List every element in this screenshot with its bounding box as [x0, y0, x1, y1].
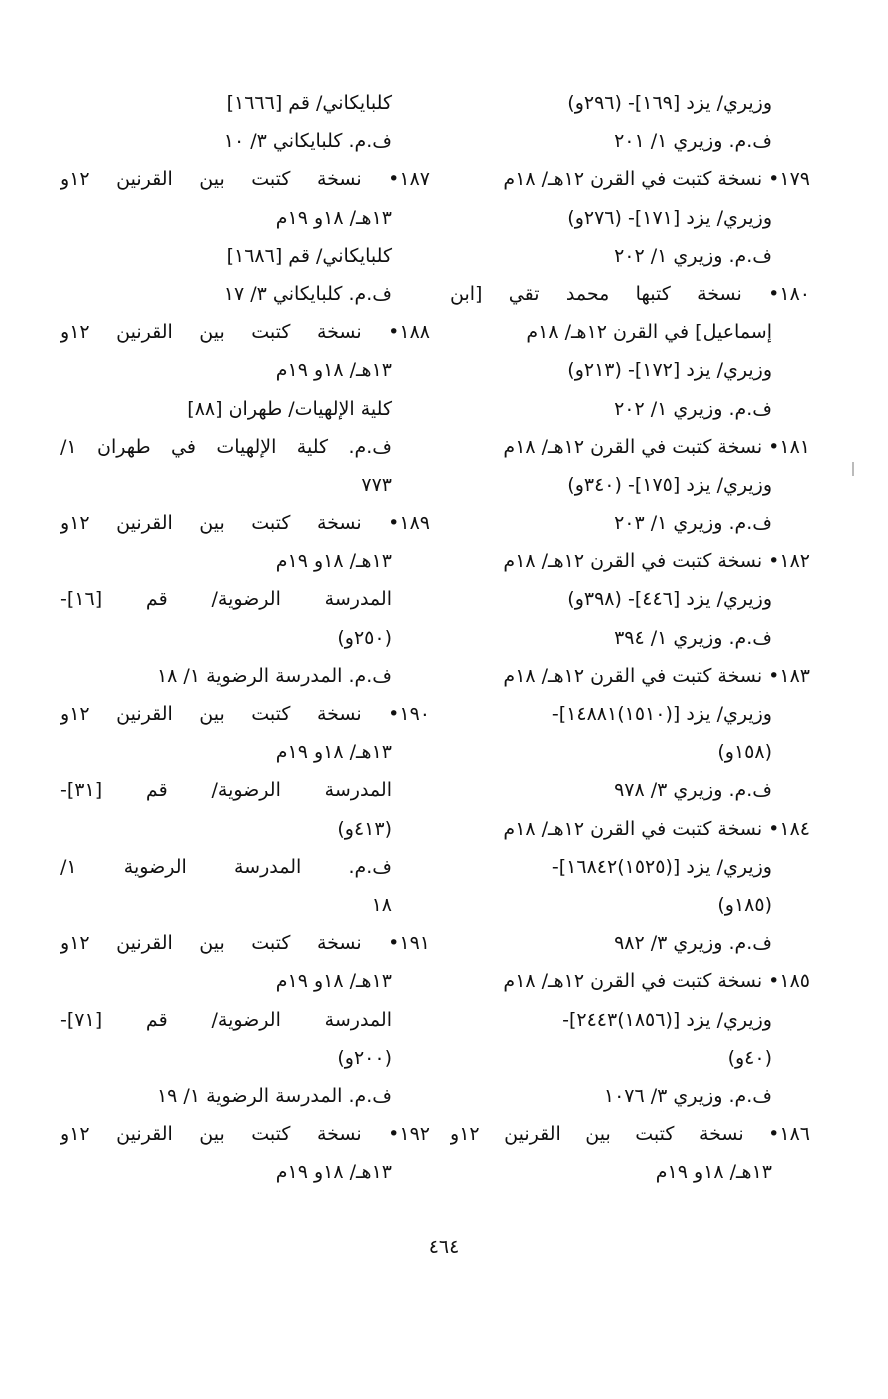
entry-detail-line: المدرسة الرضوية/ قم [٧١]- — [60, 1008, 392, 1031]
entry-detail-line: وزيري/ يزد [(١٥١٠)١٤٨٨١]- — [551, 703, 772, 725]
entry-detail-line: ١٣هـ/ ١٨و ١٩م — [655, 1161, 772, 1184]
entry-detail-line: ف.م. وزيري ٣/ ٩٨٢ — [614, 932, 772, 955]
entry-detail-line: وزيري/ يزد [(١٨٥٦)٢٤٤٣]- — [562, 1008, 772, 1031]
entry-detail-line: ١٣هـ/ ١٨و ١٩م — [275, 550, 392, 573]
entry-detail-line: ف.م. وزيري ٣/ ٩٧٨ — [614, 779, 772, 802]
entry-heading-line: ١٩٠• نسخة كتبت بين القرنين ١٢و — [60, 703, 430, 725]
entry-detail-line: (١٥٨و) — [717, 741, 772, 764]
entry-detail-line: ف.م. كلية الإلهيات في طهران ١/ — [60, 435, 392, 458]
entry-heading-line: ١٩١• نسخة كتبت بين القرنين ١٢و — [60, 932, 430, 955]
entry-detail-line: ٧٧٣ — [361, 473, 392, 496]
entry-detail-line: وزيري/ يزد [٤٤٦]- (٣٩٨و) — [567, 588, 772, 611]
entry-heading-line: ١٨٠• نسخة كتبها محمد تقي [ابن — [450, 282, 810, 305]
entry-heading-line: ١٨٢• نسخة كتبت في القرن ١٢هـ/ ١٨م — [503, 550, 810, 573]
entry-detail-line: ف.م. المدرسة الرضوية ١/ ١٨ — [156, 664, 392, 687]
entry-detail-line: ف.م. وزيري ١/ ٢٠١ — [614, 130, 772, 153]
left-column — [60, 84, 430, 1191]
entry-detail-line: ف.م. كلبايكاني ٣/ ١٠ — [223, 130, 392, 153]
entry-heading-line: ١٩٢• نسخة كتبت بين القرنين ١٢و — [60, 1123, 430, 1146]
entry-detail-line: وزيري/ يزد [١٦٩]- (٢٩٦و) — [567, 92, 772, 114]
entry-heading-line: ١٨٥• نسخة كتبت في القرن ١٢هـ/ ١٨م — [503, 970, 810, 993]
entry-detail-line: كلبايكاني/ قم [١٦٦٦] — [226, 92, 392, 114]
entry-detail-line: ١٨ — [371, 893, 392, 916]
entry-detail-line: وزيري/ يزد [١٧١]- (٢٧٦و) — [567, 206, 772, 229]
entry-heading-line: ١٨٧• نسخة كتبت بين القرنين ١٢و — [60, 168, 430, 191]
entry-detail-line: ف.م. كلبايكاني ٣/ ١٧ — [223, 282, 392, 305]
entry-detail-line: ف.م. وزيري ١/ ٢٠٢ — [614, 397, 772, 420]
entry-heading-line: ١٨٣• نسخة كتبت في القرن ١٢هـ/ ١٨م — [503, 664, 810, 687]
entry-heading-line: ١٨٩• نسخة كتبت بين القرنين ١٢و — [60, 512, 430, 535]
entry-detail-line: وزيري/ يزد [١٧٢]- (٢١٣و) — [567, 359, 772, 382]
entry-heading-line: ١٨٦• نسخة كتبت بين القرنين ١٢و — [450, 1123, 810, 1146]
entry-detail-line: المدرسة الرضوية/ قم [١٦]- — [60, 588, 392, 611]
right-column — [450, 84, 810, 1191]
entry-heading-line: ١٨٨• نسخة كتبت بين القرنين ١٢و — [60, 321, 430, 344]
entry-detail-line: (١٨٥و) — [717, 893, 772, 916]
entry-detail-line: (٢٠٠و) — [337, 1046, 392, 1069]
entry-detail-line: المدرسة الرضوية/ قم [٣١]- — [60, 779, 392, 802]
entry-detail-line: ف.م. وزيري ١/ ٣٩٤ — [614, 626, 772, 649]
entry-detail-line: إسماعيل] في القرن ١٢هـ/ ١٨م — [526, 321, 772, 344]
entry-detail-line: ١٣هـ/ ١٨و ١٩م — [275, 1161, 392, 1184]
entry-heading-line: ١٨١• نسخة كتبت في القرن ١٢هـ/ ١٨م — [503, 435, 810, 458]
entry-detail-line: (٤١٣و) — [337, 817, 392, 840]
scan-mark — [852, 462, 854, 476]
entry-detail-line: ف.م. المدرسة الرضوية ١/ — [60, 855, 392, 878]
entry-detail-line: ف.م. المدرسة الرضوية ١/ ١٩ — [156, 1084, 392, 1107]
entry-detail-line: ١٣هـ/ ١٨و ١٩م — [275, 741, 392, 764]
entry-detail-line: وزيري/ يزد [١٧٥]- (٣٤٠و) — [567, 473, 772, 496]
entry-heading-line: ١٨٤• نسخة كتبت في القرن ١٢هـ/ ١٨م — [503, 817, 810, 840]
entry-detail-line: (٤٠و) — [727, 1046, 772, 1069]
entry-detail-line: ١٣هـ/ ١٨و ١٩م — [275, 970, 392, 993]
entry-detail-line: كلية الإلهيات/ طهران [٨٨] — [187, 397, 392, 420]
entry-detail-line: ف.م. وزيري ٣/ ١٠٧٦ — [603, 1084, 772, 1107]
page-number: ٤٦٤ — [428, 1236, 460, 1258]
entry-detail-line: ف.م. وزيري ١/ ٢٠٢ — [614, 244, 772, 267]
entry-detail-line: كلبايكاني/ قم [١٦٨٦] — [226, 244, 392, 267]
entry-detail-line: ١٣هـ/ ١٨و ١٩م — [275, 206, 392, 229]
entry-detail-line: (٢٥٠و) — [337, 626, 392, 649]
entry-heading-line: ١٧٩• نسخة كتبت في القرن ١٢هـ/ ١٨م — [503, 168, 810, 191]
entry-detail-line: ١٣هـ/ ١٨و ١٩م — [275, 359, 392, 382]
entry-detail-line: ف.م. وزيري ١/ ٢٠٣ — [614, 512, 772, 535]
entry-detail-line: وزيري/ يزد [(١٥٢٥)١٦٨٤٢]- — [551, 855, 772, 878]
